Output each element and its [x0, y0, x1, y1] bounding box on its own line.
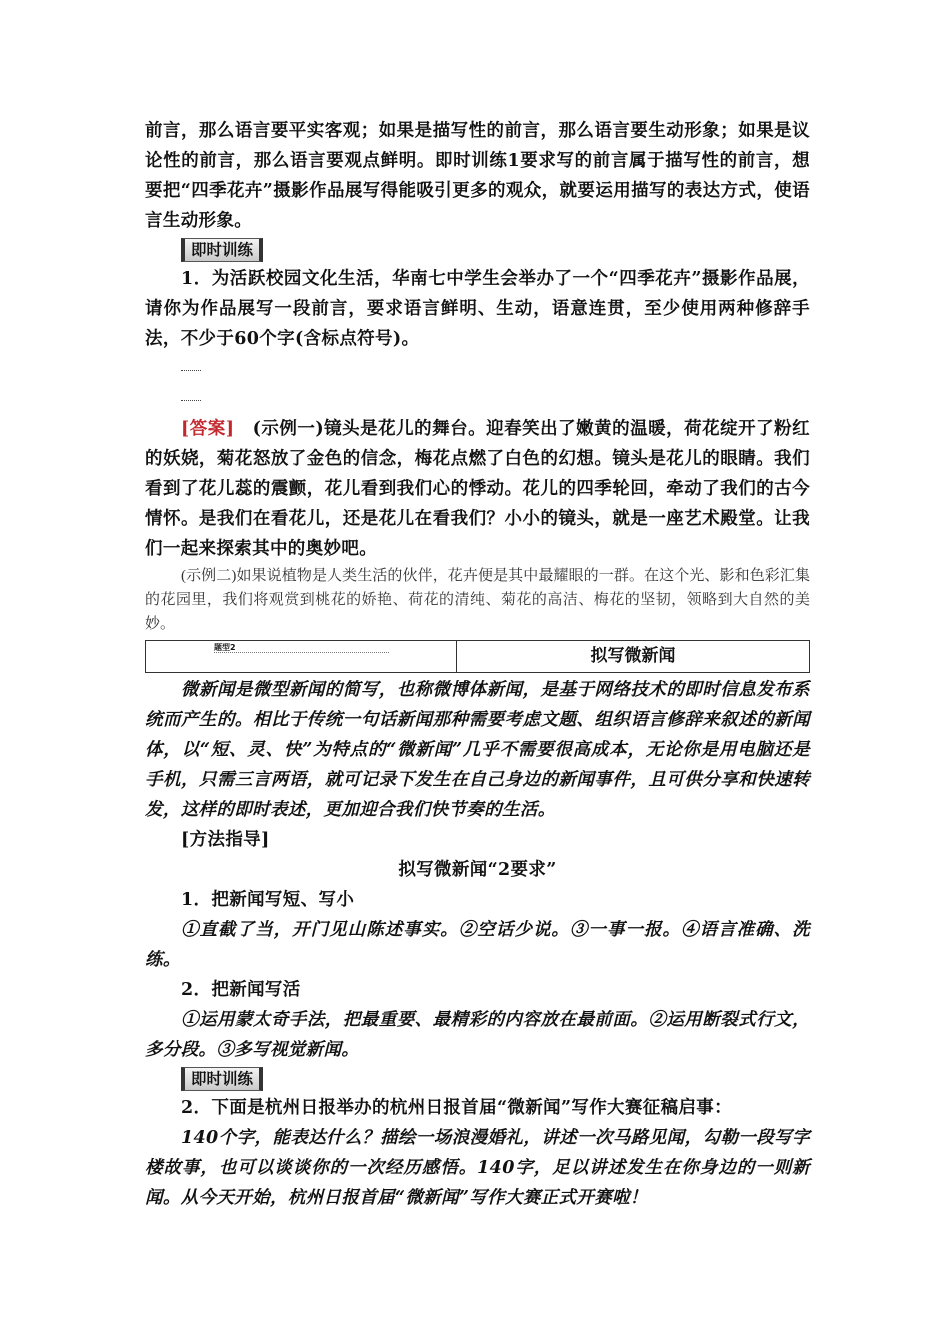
intro-paragraph: 前言，那么语言要平实客观；如果是描写性的前言，那么语言要生动形象；如果是议论性的前言，那么语言要观点鲜明。即时训练1要求写的前言属于描写性的前言，想要把“四季花卉”摄影作品展写得能吸引更多的观众，就要运用描写的表达方式，使语言生动形象。 [145, 121, 810, 231]
topic-header-table [145, 640, 810, 673]
answer-line [181, 354, 810, 384]
method-title: 拟写微新闻“2要求” [398, 860, 557, 880]
answer-text: (示例一)镜头是花儿的舞台。迎春笑出了嫩黄的温暖，荷花绽开了粉红的妖娆，菊花怒放了金色的信念，梅花点燃了白色的幻想。镜头是花儿的眼睛。我们看到了花儿蕊的震颤，花儿看到我们心的悸动。花儿的四季轮回，牵动了我们的古今情怀。是我们在看花儿，还是花儿在看我们？小小的镜头，就是一座艺术殿堂。让我们一起来探索其中的奥妙吧。 [145, 419, 810, 559]
micro-news-intro: 微新闻是微型新闻的简写，也称微博体新闻，是基于网络技术的即时信息发布系统而产生的。相比于传统一句话新闻那种需要考虑文题、组织语言修辞来叙述的新闻体，以“短、灵、快”为特点的“微新闻”几乎不需要很高成本，无论你是用电脑还是手机，只需三言两语，就可记录下发生在自己身边的新闻事件，且可供分享和快速转发，这样的即时表述，更加迎合我们快节奏的生活。 [145, 680, 810, 820]
training-tag-row-1 [145, 236, 810, 264]
topic-label-cell [146, 641, 457, 672]
topic-mini-label: 题型2 [214, 643, 236, 652]
question-2-quote: 140个字，能表达什么？描绘一场浪漫婚礼，讲述一次马路见闻，勾勒一段写字楼故事，也可以谈谈你的一次经历感悟。140字，足以讲述发生在你身边的一则新闻。从今天开始，杭州日报首届“微新闻”写作大赛正式开赛啦！ [145, 1128, 810, 1208]
point-2-text: ①运用蒙太奇手法，把最重要、最精彩的内容放在最前面。②运用断裂式行文，多分段。③多写视觉新闻。 [145, 1010, 810, 1060]
answer-example-2: (示例二)如果说植物是人类生活的伙伴，花卉便是其中最耀眼的一群。在这个光、影和色彩汇集的花园里，我们将观赏到桃花的娇艳、荷花的清纯、菊花的高洁、梅花的坚韧，领略到大自然的美妙。 [145, 568, 810, 632]
method-heading: [方法指导] [181, 830, 270, 850]
answer-paragraph [145, 414, 810, 564]
document-body [145, 116, 810, 1213]
training-tag-row-2 [145, 1065, 810, 1093]
question-2: 2．下面是杭州日报举办的杭州日报首届“微新闻”写作大赛征稿启事： [181, 1098, 733, 1118]
point-1-text: ①直截了当，开门见山陈述事实。②空话少说。③一事一报。④语言准确、洗练。 [145, 920, 810, 970]
point-2-title: 2．把新闻写活 [181, 980, 301, 1000]
training-tag: 即时训练 [181, 238, 263, 262]
training-tag: 即时训练 [181, 1067, 263, 1091]
point-1-title: 1．把新闻写短、写小 [181, 890, 355, 910]
topic-title: 拟写微新闻 [590, 646, 676, 666]
answer-label: [答案] [181, 419, 235, 439]
answer-line [181, 384, 810, 414]
question-1: 1．为活跃校园文化生活，华南七中学生会举办了一个“四季花卉”摄影作品展，请你为作品展写一段前言，要求语言鲜明、生动，语意连贯，至少使用两种修辞手法，不少于60个字(含标点符号)。 [145, 269, 810, 349]
